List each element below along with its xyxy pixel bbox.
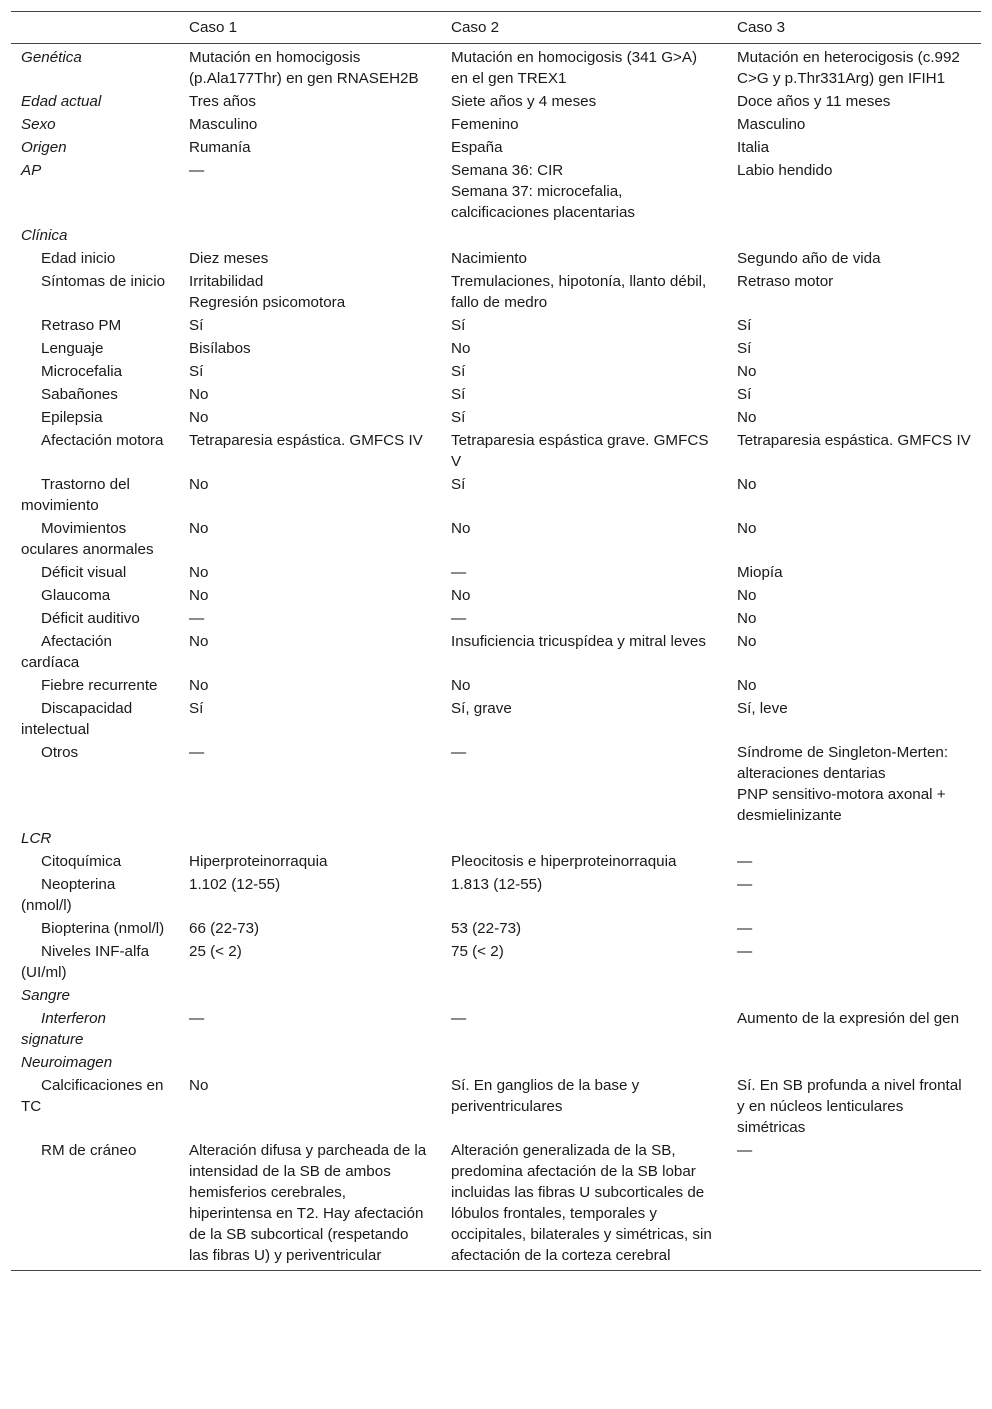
subrow-label: RM de cráneo — [41, 1142, 137, 1159]
caso-1-cell: No — [189, 587, 209, 604]
section-label: Sexo — [21, 116, 56, 133]
caso-1-cell: No — [189, 633, 209, 650]
section-label: AP — [21, 162, 42, 179]
row-label — [11, 473, 179, 517]
row-label — [11, 383, 179, 406]
caso-2-cell: 53 (22-73) — [451, 920, 522, 937]
caso-2-cell: Siete años y 4 meses — [451, 93, 597, 110]
subrow-label: Citoquímica — [41, 853, 122, 870]
row-label — [11, 113, 179, 136]
caso-1-cell: — — [189, 1010, 205, 1027]
row-label — [11, 584, 179, 607]
caso-3-cell: No — [737, 587, 757, 604]
row-label — [11, 247, 179, 270]
table-row — [11, 697, 981, 741]
caso-3-cell: — — [737, 876, 753, 893]
clinical-cases-table — [11, 11, 981, 1271]
table-row — [11, 984, 981, 1007]
table-row — [11, 517, 981, 561]
row-label — [11, 90, 179, 113]
caso-2-cell: No — [451, 340, 471, 357]
caso-1-cell: Sí — [189, 317, 204, 334]
caso-1-cell: No — [189, 520, 209, 537]
subrow-label: Retraso PM — [41, 317, 122, 334]
caso-2-cell: Sí. En ganglios de la base y periventriculares — [451, 1077, 640, 1115]
row-label — [11, 1139, 179, 1271]
subrow-label: Afectación motora — [41, 432, 164, 449]
caso-1-cell: Masculino — [189, 116, 258, 133]
subrow-label: Sabañones — [41, 386, 118, 403]
caso-3-cell: Miopía — [737, 564, 783, 581]
row-label — [11, 224, 179, 247]
caso-1-cell: Bisílabos — [189, 340, 251, 357]
caso-3-cell: Sí — [737, 386, 752, 403]
caso-1-cell: Tres años — [189, 93, 256, 110]
caso-3-cell: Sí — [737, 317, 752, 334]
caso-2-cell — [441, 827, 727, 850]
section-label: Origen — [21, 139, 67, 156]
table-row — [11, 270, 981, 314]
caso-1-cell: No — [189, 677, 209, 694]
header-caso-2: Caso 2 — [451, 19, 500, 36]
caso-2-cell: Femenino — [451, 116, 519, 133]
caso-2-cell: — — [451, 564, 467, 581]
section-label: Clínica — [21, 227, 68, 244]
table-row — [11, 850, 981, 873]
caso-1-cell: Mutación en homocigosis (p.Ala177Thr) en gen RNASEH2B — [189, 49, 419, 87]
table-row — [11, 741, 981, 827]
caso-1-cell: No — [189, 476, 209, 493]
caso-2-cell: Sí, grave — [451, 700, 512, 717]
row-label — [11, 607, 179, 630]
caso-3-cell: No — [737, 677, 757, 694]
subrow-label: Glaucoma — [41, 587, 111, 604]
table-row — [11, 940, 981, 984]
caso-1-cell — [179, 1051, 441, 1074]
subrow-label: Déficit visual — [41, 564, 127, 581]
caso-3-cell: Retraso motor — [737, 273, 834, 290]
subrow-label: Déficit auditivo — [41, 610, 140, 627]
caso-1-cell — [179, 224, 441, 247]
row-label — [11, 940, 179, 984]
row-label — [11, 159, 179, 224]
subrow-label: Niveles INF-alfa (UI/ml) — [21, 943, 150, 981]
table-row — [11, 429, 981, 473]
table-row — [11, 1074, 981, 1139]
caso-3-cell — [727, 224, 981, 247]
row-label — [11, 827, 179, 850]
caso-3-cell: No — [737, 520, 757, 537]
caso-1-cell: No — [189, 564, 209, 581]
table-row — [11, 1139, 981, 1271]
caso-1-cell: Hiperproteinorraquia — [189, 853, 328, 870]
row-label — [11, 984, 179, 1007]
section-label: LCR — [21, 830, 52, 847]
subrow-label: Lenguaje — [41, 340, 104, 357]
row-label — [11, 697, 179, 741]
row-label — [11, 270, 179, 314]
row-label — [11, 136, 179, 159]
table-row — [11, 873, 981, 917]
caso-1-cell: — — [189, 162, 205, 179]
caso-2-cell: Alteración generalizada de la SB, predomina afectación de la SB lobar incluidas las fibras U subcorticales de lóbulos frontales, temporales y occipitales, bilaterales y simétricas, sin afectación de la corteza cerebral — [451, 1142, 712, 1264]
caso-2-cell: No — [451, 677, 471, 694]
table-row — [11, 247, 981, 270]
table-row — [11, 561, 981, 584]
table-row — [11, 1051, 981, 1074]
table-row — [11, 827, 981, 850]
caso-1-cell: No — [189, 409, 209, 426]
row-label — [11, 1051, 179, 1074]
subrow-label: Interferon signature — [21, 1010, 107, 1048]
subrow-label: Fiebre recurrente — [41, 677, 158, 694]
caso-1-cell: 66 (22-73) — [189, 920, 260, 937]
caso-1-cell: No — [189, 386, 209, 403]
caso-2-cell — [441, 224, 727, 247]
caso-2-cell: Nacimiento — [451, 250, 527, 267]
header-caso-3: Caso 3 — [737, 19, 786, 36]
caso-3-cell: — — [737, 853, 753, 870]
subrow-label: Síntomas de inicio — [41, 273, 166, 290]
subrow-label: Microcefalia — [41, 363, 123, 380]
caso-3-cell: Masculino — [737, 116, 806, 133]
caso-3-cell: No — [737, 633, 757, 650]
subrow-label: Afectación cardíaca — [21, 633, 112, 671]
subrow-label: Biopterina (nmol/l) — [41, 920, 165, 937]
subrow-label: Trastorno del movimiento — [21, 476, 130, 514]
table-row — [11, 159, 981, 224]
caso-2-cell: Tetraparesia espástica grave. GMFCS V — [451, 432, 709, 470]
caso-3-cell — [727, 827, 981, 850]
header-caso-1: Caso 1 — [189, 19, 238, 36]
caso-3-cell: No — [737, 610, 757, 627]
table-row — [11, 1007, 981, 1051]
row-label — [11, 561, 179, 584]
table-row — [11, 917, 981, 940]
row-label — [11, 337, 179, 360]
caso-1-cell — [179, 984, 441, 1007]
table-row — [11, 406, 981, 429]
subrow-label: Otros — [41, 744, 79, 761]
caso-2-cell: Tremulaciones, hipotonía, llanto débil, fallo de medro — [451, 273, 707, 311]
subrow-label: Movimientos oculares anormales — [21, 520, 154, 558]
table-row — [11, 314, 981, 337]
caso-1-cell: — — [189, 610, 205, 627]
caso-2-cell: España — [451, 139, 503, 156]
row-label — [11, 517, 179, 561]
table-row — [11, 113, 981, 136]
table-row — [11, 630, 981, 674]
caso-2-cell: No — [451, 587, 471, 604]
table-row — [11, 584, 981, 607]
row-label — [11, 1007, 179, 1051]
subrow-label: Edad inicio — [41, 250, 116, 267]
table-header-row — [11, 12, 981, 44]
caso-2-cell: — — [451, 744, 467, 761]
caso-3-cell: Síndrome de Singleton-Merten: alteraciones dentarias PNP sensitivo-motora axonal + desmielinizante — [737, 744, 949, 824]
table-row — [11, 607, 981, 630]
table-row — [11, 224, 981, 247]
caso-2-cell: Semana 36: CIR Semana 37: microcefalia, calcificaciones placentarias — [451, 162, 636, 221]
caso-2-cell: — — [451, 610, 467, 627]
section-label: Genética — [21, 49, 82, 66]
caso-3-cell: Tetraparesia espástica. GMFCS IV — [737, 432, 971, 449]
caso-3-cell — [727, 1051, 981, 1074]
row-label — [11, 406, 179, 429]
caso-2-cell: Sí — [451, 386, 466, 403]
caso-2-cell: Sí — [451, 363, 466, 380]
table-row — [11, 383, 981, 406]
row-label — [11, 429, 179, 473]
caso-3-cell: Segundo año de vida — [737, 250, 881, 267]
subrow-label: Discapacidad intelectual — [21, 700, 133, 738]
caso-1-cell — [179, 827, 441, 850]
caso-1-cell: Sí — [189, 363, 204, 380]
section-label: Sangre — [21, 987, 70, 1004]
caso-1-cell: Tetraparesia espástica. GMFCS IV — [189, 432, 423, 449]
section-label: Edad actual — [21, 93, 102, 110]
caso-2-cell: — — [451, 1010, 467, 1027]
caso-3-cell: Labio hendido — [737, 162, 833, 179]
caso-1-cell: 25 (< 2) — [189, 943, 242, 960]
caso-2-cell — [441, 984, 727, 1007]
subrow-label: Neopterina (nmol/l) — [21, 876, 116, 914]
caso-1-cell: Diez meses — [189, 250, 269, 267]
row-label — [11, 850, 179, 873]
row-label — [11, 917, 179, 940]
row-label — [11, 873, 179, 917]
row-label — [11, 360, 179, 383]
caso-1-cell: Rumanía — [189, 139, 251, 156]
caso-1-cell: Irritabilidad Regresión psicomotora — [189, 273, 346, 311]
row-label — [11, 44, 179, 91]
table-row — [11, 337, 981, 360]
caso-3-cell: Mutación en heterocigosis (c.992 C>G y p.Thr331Arg) gen IFIH1 — [737, 49, 960, 87]
caso-3-cell: Italia — [737, 139, 770, 156]
caso-3-cell: Sí, leve — [737, 700, 788, 717]
caso-3-cell — [727, 984, 981, 1007]
table-row — [11, 90, 981, 113]
caso-3-cell: No — [737, 363, 757, 380]
header-label-cell — [11, 12, 179, 44]
caso-2-cell: Pleocitosis e hiperproteinorraquia — [451, 853, 677, 870]
row-label — [11, 741, 179, 827]
row-label — [11, 1074, 179, 1139]
table-row — [11, 360, 981, 383]
caso-3-cell: Doce años y 11 meses — [737, 93, 891, 110]
caso-2-cell: Insuficiencia tricuspídea y mitral leves — [451, 633, 706, 650]
caso-3-cell: — — [737, 943, 753, 960]
caso-2-cell: 1.813 (12-55) — [451, 876, 543, 893]
caso-2-cell — [441, 1051, 727, 1074]
caso-2-cell: Sí — [451, 317, 466, 334]
table-row — [11, 136, 981, 159]
caso-3-cell: — — [737, 920, 753, 937]
table-row — [11, 44, 981, 91]
table-row — [11, 473, 981, 517]
caso-3-cell: Sí — [737, 340, 752, 357]
subrow-label: Calcificaciones en TC — [21, 1077, 164, 1115]
caso-2-cell: Sí — [451, 409, 466, 426]
caso-1-cell: No — [189, 1077, 209, 1094]
caso-3-cell: Aumento de la expresión del gen — [737, 1010, 960, 1027]
caso-3-cell: Sí. En SB profunda a nivel frontal y en núcleos lenticulares simétricas — [737, 1077, 962, 1136]
caso-1-cell: 1.102 (12-55) — [189, 876, 281, 893]
caso-2-cell: No — [451, 520, 471, 537]
row-label — [11, 674, 179, 697]
row-label — [11, 314, 179, 337]
caso-1-cell: — — [189, 744, 205, 761]
table-body — [11, 44, 981, 1271]
caso-3-cell: No — [737, 409, 757, 426]
caso-1-cell: Sí — [189, 700, 204, 717]
caso-2-cell: Sí — [451, 476, 466, 493]
caso-3-cell: — — [737, 1142, 753, 1159]
caso-2-cell: Mutación en homocigosis (341 G>A) en el gen TREX1 — [451, 49, 698, 87]
section-label: Neuroimagen — [21, 1054, 113, 1071]
row-label — [11, 630, 179, 674]
table-row — [11, 674, 981, 697]
caso-2-cell: 75 (< 2) — [451, 943, 504, 960]
caso-1-cell: Alteración difusa y parcheada de la intensidad de la SB de ambos hemisferios cerebrales, hiperintensa en T2. Hay afectación de la SB subcortical (respetando las fibras U) y periventricular — [189, 1142, 427, 1264]
caso-3-cell: No — [737, 476, 757, 493]
subrow-label: Epilepsia — [41, 409, 103, 426]
